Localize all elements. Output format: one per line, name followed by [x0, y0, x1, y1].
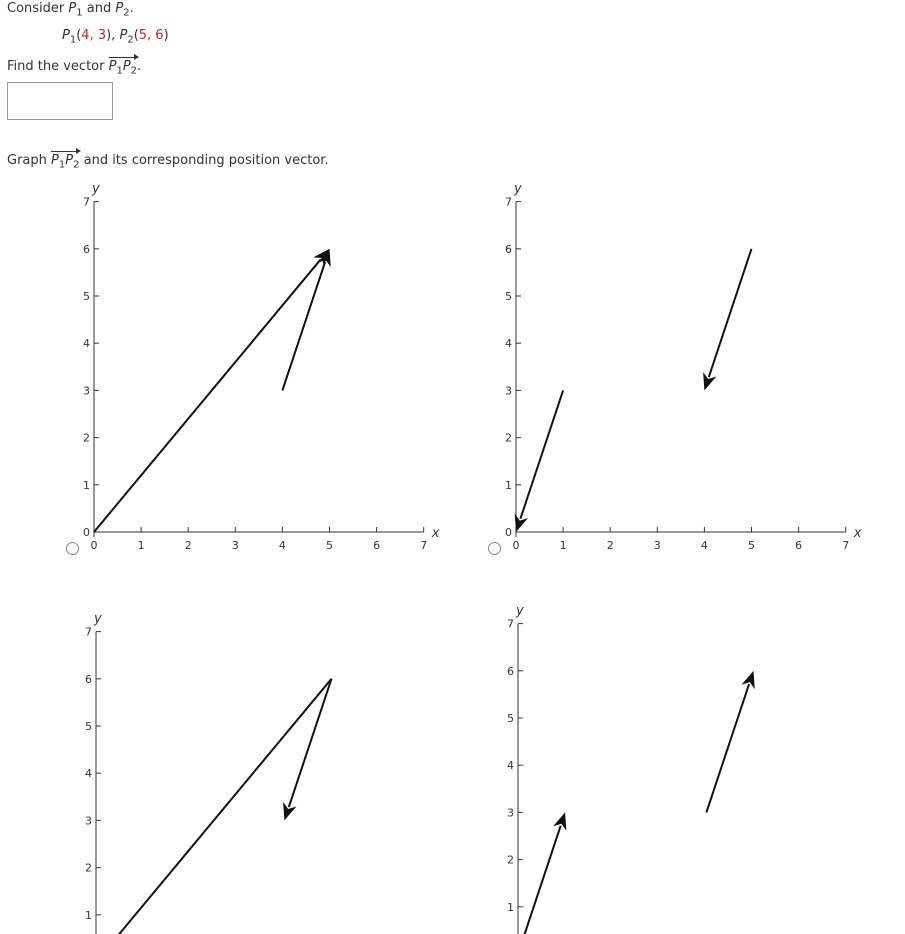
y-tick-label: 2 — [505, 431, 512, 445]
vector-0 — [96, 679, 332, 934]
y-tick-label: 7 — [507, 617, 514, 631]
y-axis-label: y — [92, 181, 100, 197]
y-tick-label: 6 — [507, 664, 514, 678]
x-tick-label: 0 — [90, 539, 98, 552]
x-tick-label: 4 — [278, 539, 286, 552]
x-tick-label: 3 — [231, 539, 239, 552]
y-tick-label: 6 — [85, 672, 92, 686]
vector-p1p2: $P_1P_2$ — [108, 59, 138, 77]
x-tick-label: 0 — [512, 539, 520, 552]
graph-prompt — [7, 151, 329, 171]
y-tick-label: 5 — [85, 720, 92, 733]
x-tick-label: 1 — [559, 539, 567, 552]
y-tick-label: 1 — [83, 478, 90, 492]
vector-answer-input[interactable] — [7, 82, 113, 120]
y-tick-label: 4 — [505, 337, 512, 351]
y-axis-label: y — [94, 611, 102, 627]
vector-1 — [289, 679, 332, 807]
p2-point: $P_2(5$, 6) — [119, 28, 169, 46]
p2-coords: 5, 6 — [138, 28, 164, 43]
vector-0 — [518, 826, 561, 934]
find-text: Find the vector — [7, 59, 105, 74]
y-tick-label: 7 — [85, 625, 92, 639]
p1-point: $P_1(4$, 3), — [62, 28, 116, 46]
radio-option-a[interactable] — [66, 542, 79, 555]
points-line — [62, 28, 169, 46]
graph-vector-p1p2: $P_1P_2$ — [51, 153, 80, 171]
y-tick-label: 3 — [505, 384, 512, 398]
p1-symbol: $P_1$ — [68, 1, 83, 19]
graph-suffix: and its corresponding position vector. — [83, 153, 329, 168]
y-axis-label: y — [516, 603, 524, 619]
x-tick-label: 6 — [795, 539, 803, 552]
consider-line: Consider $P_1$ and $P_2$. — [7, 1, 134, 19]
graph-option-d — [482, 600, 882, 934]
graph-option-c — [60, 600, 460, 934]
y-tick-label: 5 — [507, 712, 514, 725]
x-tick-label: 5 — [748, 539, 755, 552]
y-tick-label: 6 — [505, 242, 512, 256]
y-tick-label: 1 — [85, 908, 92, 922]
graph-option-a — [60, 178, 460, 558]
y-tick-label: 4 — [83, 337, 90, 351]
graph-option-b — [482, 178, 882, 558]
x-tick-label: 3 — [653, 539, 661, 552]
x-tick-label: 2 — [184, 539, 192, 552]
and-text: and — [86, 1, 112, 16]
x-axis-label: x — [431, 526, 440, 541]
y-axis-label: y — [514, 181, 522, 197]
vector-0 — [520, 390, 563, 518]
x-tick-label: 5 — [326, 539, 333, 552]
y-tick-label: 1 — [505, 478, 512, 492]
x-axis-label: x — [853, 526, 862, 541]
vector-0 — [94, 260, 321, 532]
x-tick-label: 7 — [842, 539, 850, 552]
x-tick-label: 7 — [420, 539, 428, 552]
y-tick-label: 6 — [83, 242, 90, 256]
y-tick-label: 1 — [507, 900, 514, 914]
y-tick-label: 0 — [83, 526, 90, 539]
y-tick-label: 5 — [83, 290, 90, 303]
p2-symbol: $P_2$ — [115, 1, 130, 19]
y-tick-label: 7 — [83, 195, 90, 209]
y-tick-label: 2 — [507, 853, 514, 867]
x-tick-label: 1 — [137, 539, 145, 552]
y-tick-label: 4 — [507, 759, 514, 773]
y-tick-label: 3 — [83, 384, 90, 398]
vector-1 — [709, 249, 752, 377]
y-tick-label: 2 — [85, 861, 92, 875]
y-tick-label: 7 — [505, 195, 512, 209]
y-tick-label: 3 — [507, 806, 514, 820]
y-tick-label: 4 — [85, 767, 92, 781]
vector-1 — [706, 684, 749, 812]
y-tick-label: 5 — [505, 290, 512, 303]
x-tick-label: 2 — [606, 539, 614, 552]
radio-option-b[interactable] — [488, 542, 501, 555]
p1-coords: 4, 3 — [81, 28, 107, 43]
x-tick-label: 4 — [700, 539, 708, 552]
graph-prefix: Graph — [7, 153, 47, 168]
y-tick-label: 2 — [83, 431, 90, 445]
find-vector-line: Find the vector $P_1P_2$. — [7, 59, 142, 77]
x-tick-label: 6 — [373, 539, 381, 552]
y-tick-label: 0 — [505, 526, 512, 539]
consider-text: Consider — [7, 1, 65, 16]
y-tick-label: 3 — [85, 814, 92, 828]
